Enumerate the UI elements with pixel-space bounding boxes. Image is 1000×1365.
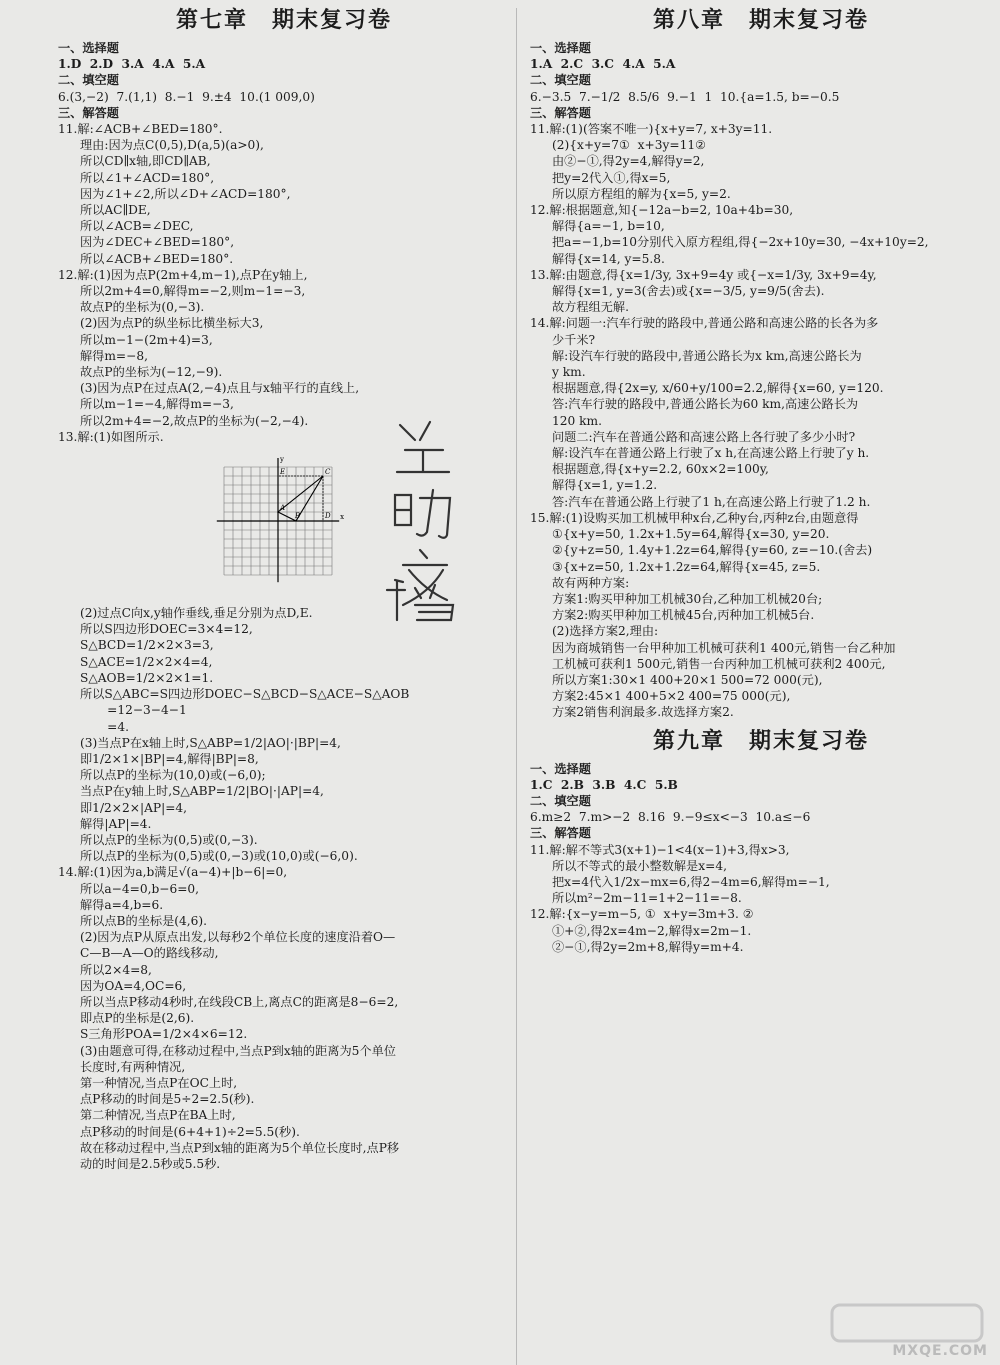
answer-line: 所以原方程组的解为{x=5, y=2. xyxy=(552,186,731,201)
answer-line: (2)选择方案2,理由: xyxy=(552,624,659,639)
answer-line: 所以点B的坐标是(4,6). xyxy=(80,913,208,928)
answer-line: ②−①,得2y=2m+8,解得y=m+4. xyxy=(552,939,744,954)
answer-line: 三、解答题 xyxy=(530,105,591,120)
answer-line: 解得|AP|=4. xyxy=(80,816,152,831)
answer-line: 故点P的坐标为(−12,−9). xyxy=(80,365,223,380)
answer-line: 所以点P的坐标为(0,5)或(0,−3)或(10,0)或(−6,0). xyxy=(80,849,358,864)
left-column xyxy=(58,0,510,1365)
answer-line: 第二种情况,当点P在BA上时, xyxy=(80,1108,236,1123)
right-column xyxy=(530,0,992,1365)
answer-line: 所以CD∥x轴,即CD∥AB, xyxy=(80,154,211,169)
answer-line: 把y=2代入①,得x=5, xyxy=(552,170,671,185)
answer-line: 1.A 2.C 3.C 4.A 5.A xyxy=(530,57,676,72)
answer-line: 所以a−4=0,b−6=0, xyxy=(80,881,200,896)
answer-line: 把a=−1,b=10分别代入原方程组,得{−2x+10y=30, −4x+10y=2, xyxy=(552,235,929,250)
answer-line: 解得{a=−1, b=10, xyxy=(552,219,665,234)
answer-line: 所以∠1+∠ACD=180°, xyxy=(80,170,215,185)
answer-line: 三、解答题 xyxy=(530,826,591,841)
answer-line: 点P移动的时间是(6+4+1)÷2=5.5(秒). xyxy=(80,1124,300,1139)
point-label: A xyxy=(280,504,286,513)
answer-line: (3)当点P在x轴上时,S△ABP=1/2|AO|·|BP|=4, xyxy=(80,735,341,750)
answer-line: 所以2m+4=0,解得m=−2,则m−1=−3, xyxy=(80,284,306,299)
answer-line: 问题二:汽车在普通公路和高速公路上各行驶了多少小时? xyxy=(552,429,856,444)
answer-line: 解:设汽车在普通公路上行驶了x h,在高速公路上行驶了y h. xyxy=(552,446,870,461)
answer-line: 所以∠ACB=∠DEC, xyxy=(80,219,194,234)
answer-line: (2)因为点P从原点出发,以每秒2个单位长度的速度沿着O— xyxy=(80,930,396,945)
x-axis-label: x xyxy=(340,513,345,522)
answer-line: S三角形POA=1/2×4×6=12. xyxy=(80,1027,248,1042)
answer-line: 所以点P的坐标为(10,0)或(−6,0); xyxy=(80,768,266,783)
answer-line: 所以不等式的最小整数解是x=4, xyxy=(552,858,727,873)
answer-line: 即点P的坐标是(2,6). xyxy=(80,1011,195,1026)
answer-line: 解得a=4,b=6. xyxy=(80,897,164,912)
answer-line: 解得{x=1, y=3(舍去)或{x=−3/5, y=9/5(舍去). xyxy=(552,284,825,299)
answer-line: 一、选择题 xyxy=(58,41,119,55)
answer-line: S△BCD=1/2×2×3=3, xyxy=(80,638,214,653)
answer-line: 所以AC∥DE, xyxy=(80,203,151,218)
answer-line: 所以点P的坐标为(0,5)或(0,−3). xyxy=(80,832,258,847)
answer-line: =4. xyxy=(80,719,129,734)
answer-line: (3)由题意可得,在移动过程中,当点P到x轴的距离为5个单位 xyxy=(80,1043,396,1058)
answer-line: 因为∠DEC+∠BED=180°, xyxy=(80,235,235,250)
answer-line: 12.解:{x−y=m−5, ① x+y=3m+3. ② xyxy=(530,907,754,922)
answer-line: 工机械可获利1 500元,销售一台丙种加工机械可获利2 400元, xyxy=(552,656,886,671)
chapter7-title: 第七章 期末复习卷 xyxy=(175,7,392,33)
grid-svg xyxy=(208,449,348,599)
answer-line: 方案2销售利润最多.故选择方案2. xyxy=(552,705,734,720)
answer-line: 解得{x=1, y=1.2. xyxy=(552,478,658,493)
answer-line: (3)因为点P在过点A(2,−4)点且与x轴平行的直线上, xyxy=(80,381,360,396)
answer-line: 二、填空题 xyxy=(530,73,591,88)
answer-line: 即1/2×2×|AP|=4, xyxy=(80,800,188,815)
answer-line: 1.D 2.D 3.A 4.A 5.A xyxy=(58,57,206,72)
handwritten-annotation xyxy=(375,410,475,630)
answer-line: y km. xyxy=(552,365,586,380)
answer-line: ③{x+z=50, 1.2x+1.2z=64,解得{x=45, z=5. xyxy=(552,559,821,574)
point-label: C xyxy=(325,468,331,477)
answer-line: 故点P的坐标为(0,−3). xyxy=(80,300,205,315)
answer-line: ①+②,得2x=4m−2,解得x=2m−1. xyxy=(552,923,752,938)
answer-line: 1.C 2.B 3.B 4.C 5.B xyxy=(530,777,678,792)
point-label: E xyxy=(280,468,286,477)
answer-line: 即1/2×1×|BP|=4,解得|BP|=8, xyxy=(80,751,259,766)
answer-line: 所以m²−2m−11=1+2−11=−8. xyxy=(552,891,742,906)
answer-line: 6.−3.5 7.−1/2 8.5/6 9.−1 1 10.{a=1.5, b=−0.5 xyxy=(530,89,840,104)
y-axis-label: y xyxy=(280,455,284,464)
answer-line: 因为商城销售一台甲种加工机械可获利1 400元,销售一台乙种加 xyxy=(552,640,896,655)
answer-line: (2)因为点P的纵坐标比横坐标大3, xyxy=(80,316,264,331)
answer-line: S△ACE=1/2×2×4=4, xyxy=(80,654,213,669)
answer-line: 所以m−1−(2m+4)=3, xyxy=(80,332,213,347)
answer-line: 解:设汽车行驶的路段中,普通公路长为x km,高速公路长为 xyxy=(552,348,862,363)
answer-line: 理由:因为点C(0,5),D(a,5)(a>0), xyxy=(80,138,264,153)
watermark-text: MXQE.COM xyxy=(892,1343,988,1359)
point-label: D xyxy=(325,512,331,521)
answer-line: 故有两种方案: xyxy=(552,575,630,590)
answer-line: (2){x+y=7① x+3y=11② xyxy=(552,138,706,153)
answer-line: 点P移动的时间是5÷2=2.5(秒). xyxy=(80,1092,255,1107)
chapter7-answers-part2 xyxy=(58,605,510,1172)
answer-line: 所以2m+4=−2,故点P的坐标为(−2,−4). xyxy=(80,413,309,428)
answer-line: 13.解:(1)如图所示. xyxy=(58,429,164,444)
column-divider xyxy=(516,8,517,1365)
answer-line: 11.解:∠ACB+∠BED=180°. xyxy=(58,122,223,137)
answer-line: 因为OA=4,OC=6, xyxy=(80,978,187,993)
answer-line: 二、填空题 xyxy=(58,73,119,88)
answer-line: 当点P在y轴上时,S△ABP=1/2|BO|·|AP|=4, xyxy=(80,784,324,799)
answer-line: 少千米? xyxy=(552,332,596,347)
answer-line: 故方程组无解. xyxy=(552,300,629,315)
answer-line: 15.解:(1)设购买加工机械甲种x台,乙种y台,丙种z台,由题意得 xyxy=(530,510,859,525)
answer-line: 三、解答题 xyxy=(58,105,119,120)
answer-line: =12−3−4−1 xyxy=(80,703,187,718)
answer-line: 二、填空题 xyxy=(530,793,591,808)
answer-line: 方案2:45×1 400+5×2 400=75 000(元), xyxy=(552,689,791,704)
coordinate-grid-figure xyxy=(208,449,348,599)
answer-line: 所以S四边形DOEC=3×4=12, xyxy=(80,622,253,637)
answer-line: 11.解:(1)(答案不唯一){x+y=7, x+3y=11. xyxy=(530,122,773,137)
answer-line: 12.解:根据题意,知{−12a−b=2, 10a+4b=30, xyxy=(530,203,794,218)
answer-line: C—B—A—O的路线移动, xyxy=(80,946,219,961)
triangle-abc xyxy=(278,476,323,521)
answer-line: S△AOB=1/2×2×1=1. xyxy=(80,670,214,685)
chapter9-title: 第九章 期末复习卷 xyxy=(652,727,869,754)
answer-line: 解得{x=14, y=5.8. xyxy=(552,251,665,266)
answer-line: 第一种情况,当点P在OC上时, xyxy=(80,1075,238,1090)
answer-line: 12.解:(1)因为点P(2m+4,m−1),点P在y轴上, xyxy=(58,267,308,282)
answer-line: 答:汽车在普通公路上行驶了1 h,在高速公路上行驶了1.2 h. xyxy=(552,494,871,509)
point-label: B xyxy=(295,512,301,521)
answer-line: 所以2×4=8, xyxy=(80,962,152,977)
answer-line: (2)过点C向x,y轴作垂线,垂足分别为点D,E. xyxy=(80,606,313,621)
answer-line: 120 km. xyxy=(552,413,602,428)
answer-line: ②{y+z=50, 1.4y+1.2z=64,解得{y=60, z=−10.(舍去) xyxy=(552,543,873,558)
chapter7-answers-part1 xyxy=(58,40,510,445)
answer-line: 14.解:(1)因为a,b满足√(a−4)+|b−6|=0, xyxy=(58,865,288,880)
chapter8-title: 第八章 期末复习卷 xyxy=(652,7,869,33)
chapter9-answers xyxy=(530,761,992,955)
answer-line: 所以当点P移动4秒时,在线段CB上,离点C的距离是8−6=2, xyxy=(80,994,399,1009)
answer-line: 动的时间是2.5秒或5.5秒. xyxy=(80,1156,221,1171)
answer-line: 方案1:购买甲种加工机械30台,乙种加工机械20台; xyxy=(552,591,823,606)
answer-line: 13.解:由题意,得{x=1/3y, 3x+9=4y 或{−x=1/3y, 3x+9=4y, xyxy=(530,267,877,282)
answer-line: 因为∠1+∠2,所以∠D+∠ACD=180°, xyxy=(80,186,291,201)
answer-line: ①{x+y=50, 1.2x+1.5y=64,解得{x=30, y=20. xyxy=(552,527,830,542)
chapter8-answers xyxy=(530,40,992,721)
answer-line: 方案2:购买甲种加工机械45台,丙种加工机械5台. xyxy=(552,608,815,623)
answer-line: 所以∠ACB+∠BED=180°. xyxy=(80,251,234,266)
answer-line: 6.(3,−2) 7.(1,1) 8.−1 9.±4 10.(1 009,0) xyxy=(58,89,315,104)
answer-line: 所以方案1:30×1 400+20×1 500=72 000(元), xyxy=(552,672,823,687)
answer-line: 把x=4代入1/2x−mx=6,得2−4m=6,解得m=−1, xyxy=(552,874,830,889)
answer-line: 一、选择题 xyxy=(530,41,591,55)
answer-line: 解得m=−8, xyxy=(80,348,148,363)
answer-line: 故在移动过程中,当点P到x轴的距离为5个单位长度时,点P移 xyxy=(80,1140,400,1155)
answer-line: 11.解:解不等式3(x+1)−1<4(x−1)+3,得x>3, xyxy=(530,842,790,857)
answer-line: 所以S△ABC=S四边形DOEC−S△BCD−S△ACE−S△AOB xyxy=(80,687,410,702)
answer-line: 一、选择题 xyxy=(530,761,591,776)
answer-line: 长度时,有两种情况, xyxy=(80,1059,186,1074)
answer-line: 14.解:问题一:汽车行驶的路段中,普通公路和高速公路的长各为多 xyxy=(530,316,879,331)
answer-line: 6.m≥2 7.m>−2 8.16 9.−9≤x<−3 10.a≤−6 xyxy=(530,810,811,825)
answer-line: 所以m−1=−4,解得m=−3, xyxy=(80,397,234,412)
answer-line: 根据题意,得{x+y=2.2, 60x×2=100y, xyxy=(552,462,769,477)
answer-line: 答:汽车行驶的路段中,普通公路长为60 km,高速公路长为 xyxy=(552,397,859,412)
answer-line: 由②−①,得2y=4,解得y=2, xyxy=(552,154,705,169)
answer-line: 根据题意,得{2x=y, x/60+y/100=2.2,解得{x=60, y=120. xyxy=(552,381,884,396)
